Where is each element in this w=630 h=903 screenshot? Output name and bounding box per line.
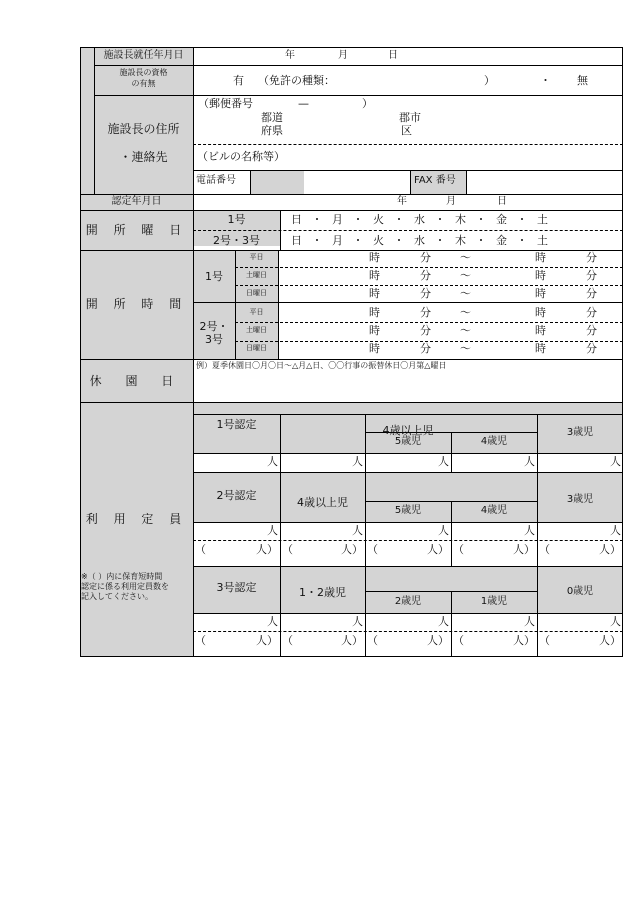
open-hours-label: 開 所 時 間 xyxy=(85,297,188,311)
hours-tilde: ～ xyxy=(460,342,471,355)
capacity-paren-open: （ xyxy=(539,634,550,647)
pref-line1: 都道 xyxy=(261,111,283,124)
appointment-day: 日 xyxy=(388,50,398,61)
hours-daytype: 土曜日 xyxy=(246,326,267,334)
capacity-person-cell: 人 xyxy=(610,455,621,468)
hours-end-hour: 時 xyxy=(535,251,546,264)
capacity-paren-open: （ xyxy=(367,634,378,647)
capacity-paren-person: 人） xyxy=(341,543,363,556)
capacity-note-3: 記入してください。 xyxy=(81,592,153,601)
hours-start-hour: 時 xyxy=(369,251,380,264)
cert3-col-1: 2歳児 xyxy=(394,596,422,607)
hours-start-minute: 分 xyxy=(420,251,431,264)
hours-end-hour: 時 xyxy=(535,287,546,300)
cert3-col-3: 0歳児 xyxy=(566,586,594,597)
capacity-person-cell: 人 xyxy=(610,615,621,628)
cert1-col-2: 4歳児 xyxy=(480,436,508,447)
open-days-days-2: 日 ・ 月 ・ 火 ・ 水 ・ 木 ・ 金 ・ 土 xyxy=(291,234,548,247)
open-days-days-1: 日 ・ 月 ・ 火 ・ 水 ・ 木 ・ 金 ・ 土 xyxy=(291,213,548,226)
hours-start-hour: 時 xyxy=(369,269,380,282)
hours-end-minute: 分 xyxy=(586,342,597,355)
cert1-group: 4歳以上児 xyxy=(382,424,434,437)
hours-end-minute: 分 xyxy=(586,306,597,319)
qualification-type-close: ） xyxy=(484,74,495,87)
capacity-paren-person: 人） xyxy=(599,543,621,556)
postal-open: （郵便番号 xyxy=(198,97,253,110)
phone-label: 電話番号 xyxy=(196,175,236,186)
hours-group-2-line1: 2号・ xyxy=(199,320,229,333)
hours-end-hour: 時 xyxy=(535,269,546,282)
capacity-person-cell: 人 xyxy=(352,615,363,628)
hours-group-2-line2: 3号 xyxy=(205,333,223,346)
capacity-person-cell: 人 xyxy=(438,615,449,628)
capacity-note-1: ※（ ）内に保育短時間 xyxy=(81,572,163,581)
appointment-label: 施設長就任年月日 xyxy=(103,50,184,61)
postal-close: ） xyxy=(362,97,373,110)
hours-tilde: ～ xyxy=(460,251,471,264)
qualification-no: 無 xyxy=(577,74,588,87)
qualification-label-1: 施設長の資格 xyxy=(119,68,168,77)
hours-daytype: 日曜日 xyxy=(246,344,267,352)
capacity-paren-open: （ xyxy=(195,543,206,556)
hours-start-hour: 時 xyxy=(369,306,380,319)
hours-group-1: 1号 xyxy=(205,270,223,283)
capacity-paren-open: （ xyxy=(539,543,550,556)
cert3-label: 3号認定 xyxy=(216,581,257,594)
capacity-paren-person: 人） xyxy=(256,634,278,647)
capacity-person-cell: 人 xyxy=(524,455,535,468)
hours-end-minute: 分 xyxy=(586,251,597,264)
hours-start-minute: 分 xyxy=(420,324,431,337)
building-label: （ビルの名称等） xyxy=(197,150,285,163)
capacity-person-cell: 人 xyxy=(524,615,535,628)
hours-end-minute: 分 xyxy=(586,269,597,282)
postal-dash: — xyxy=(298,97,309,110)
address-label-1: 施設長の住所 xyxy=(107,122,180,136)
facility-form xyxy=(80,47,623,657)
capacity-paren-person: 人） xyxy=(513,634,535,647)
capacity-paren-open: （ xyxy=(282,634,293,647)
closed-days-example: 例）夏季休園日〇月〇日～△月△日、〇〇行事の振替休日〇月第△曜日 xyxy=(196,361,447,370)
qualification-label-2: の有無 xyxy=(131,79,156,88)
closed-days-label: 休 園 日 xyxy=(89,374,184,388)
hours-end-hour: 時 xyxy=(535,306,546,319)
hours-end-minute: 分 xyxy=(586,324,597,337)
capacity-person-cell: 人 xyxy=(438,455,449,468)
capacity-paren-person: 人） xyxy=(341,634,363,647)
hours-end-minute: 分 xyxy=(586,287,597,300)
city-line2: 区 xyxy=(401,124,412,137)
capacity-person-cell: 人 xyxy=(267,615,278,628)
certified-year: 年 xyxy=(397,196,407,207)
cert3-group: 1・2歳児 xyxy=(299,586,346,599)
qualification-yes: 有 xyxy=(233,74,244,87)
cert2-group: 4歳以上児 xyxy=(297,496,348,509)
capacity-label: 利 用 定 員 xyxy=(85,512,188,526)
hours-end-hour: 時 xyxy=(535,342,546,355)
open-days-type-1: 1号 xyxy=(227,213,246,226)
hours-tilde: ～ xyxy=(460,306,471,319)
certified-month: 月 xyxy=(446,196,456,207)
hours-daytype: 平日 xyxy=(249,308,264,316)
capacity-paren-person: 人） xyxy=(427,634,449,647)
capacity-paren-person: 人） xyxy=(599,634,621,647)
city-line1: 郡市 xyxy=(399,111,421,124)
hours-daytype: 平日 xyxy=(249,253,264,261)
hours-start-minute: 分 xyxy=(420,287,431,300)
hours-daytype: 土曜日 xyxy=(246,271,267,279)
capacity-person-cell: 人 xyxy=(352,524,363,537)
cert1-col-3: 3歳児 xyxy=(566,427,594,438)
cert2-col-3: 3歳児 xyxy=(566,494,594,505)
certified-day: 日 xyxy=(497,196,507,207)
hours-end-hour: 時 xyxy=(535,324,546,337)
capacity-person-cell: 人 xyxy=(267,455,278,468)
capacity-paren-person: 人） xyxy=(513,543,535,556)
capacity-paren-open: （ xyxy=(195,634,206,647)
capacity-paren-person: 人） xyxy=(256,543,278,556)
capacity-paren-open: （ xyxy=(282,543,293,556)
hours-start-minute: 分 xyxy=(420,306,431,319)
capacity-paren-open: （ xyxy=(367,543,378,556)
pref-line2: 府県 xyxy=(261,124,283,137)
capacity-paren-person: 人） xyxy=(427,543,449,556)
open-days-label: 開 所 曜 日 xyxy=(85,223,188,237)
cert1-label: 1号認定 xyxy=(216,418,257,431)
address-label-2: ・連絡先 xyxy=(119,150,168,164)
capacity-cells xyxy=(80,47,623,657)
capacity-paren-open: （ xyxy=(453,634,464,647)
hours-start-minute: 分 xyxy=(420,342,431,355)
certified-label: 認定年月日 xyxy=(111,196,162,207)
capacity-person-cell: 人 xyxy=(524,524,535,537)
qualification-type-open: （免許の種類： xyxy=(258,74,335,87)
cert1-col-1: 5歳児 xyxy=(394,436,422,447)
capacity-person-cell: 人 xyxy=(438,524,449,537)
capacity-person-cell: 人 xyxy=(267,524,278,537)
hours-start-minute: 分 xyxy=(420,269,431,282)
hours-tilde: ～ xyxy=(460,269,471,282)
hours-start-hour: 時 xyxy=(369,287,380,300)
cert2-label: 2号認定 xyxy=(216,489,257,502)
hours-daytype: 日曜日 xyxy=(246,289,267,297)
hours-tilde: ～ xyxy=(460,324,471,337)
hours-tilde: ～ xyxy=(460,287,471,300)
hours-start-hour: 時 xyxy=(369,342,380,355)
hours-start-hour: 時 xyxy=(369,324,380,337)
cert3-col-2: 1歳児 xyxy=(480,596,508,607)
cert2-col-2: 4歳児 xyxy=(480,505,508,516)
cert2-col-1: 5歳児 xyxy=(394,505,422,516)
appointment-year: 年 xyxy=(285,50,295,61)
capacity-person-cell: 人 xyxy=(352,455,363,468)
capacity-person-cell: 人 xyxy=(610,524,621,537)
capacity-paren-open: （ xyxy=(453,543,464,556)
fax-label: FAX 番号 xyxy=(414,175,456,186)
open-days-type-2: 2号・3号 xyxy=(213,234,260,247)
capacity-note-2: 認定に係る利用定員数を xyxy=(81,582,169,591)
appointment-month: 月 xyxy=(338,50,348,61)
qualification-dot: ・ xyxy=(540,74,551,87)
